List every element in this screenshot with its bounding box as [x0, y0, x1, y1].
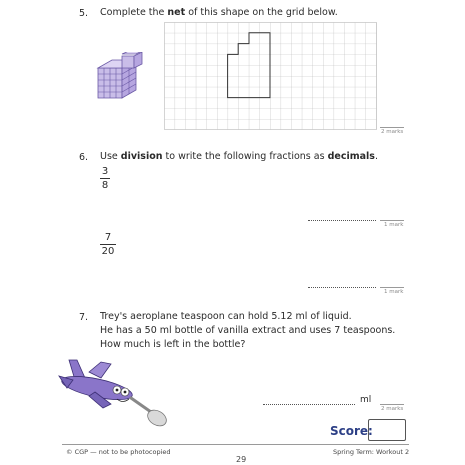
- q6-text-bold2: decimals: [327, 151, 375, 162]
- net-grid: [164, 22, 377, 130]
- aeroplane-teaspoon-illustration: [55, 358, 170, 433]
- score-label: Score:: [330, 424, 373, 438]
- q6a-mark-line: [380, 220, 404, 221]
- score-box[interactable]: [368, 419, 406, 441]
- fraction-b-bar: [100, 244, 116, 245]
- footer-rule: [62, 444, 409, 445]
- fraction-3-8: [100, 166, 110, 191]
- answer-line-q7[interactable]: [263, 404, 355, 405]
- q6-text-a: Use: [100, 151, 121, 162]
- unit-ml: ml: [360, 395, 372, 405]
- q6b-mark-line: [380, 287, 404, 288]
- fraction-a-numerator: 3: [101, 166, 109, 177]
- footer-copyright: © CGP — not to be photocopied: [66, 448, 171, 456]
- q7-number: 7.: [79, 312, 89, 323]
- q6a-marks: 1 mark: [384, 222, 404, 228]
- answer-line-a[interactable]: [308, 220, 376, 221]
- fraction-7-20: [100, 232, 116, 257]
- q7-line-3: How much is left in the bottle?: [100, 339, 246, 350]
- q7-line-2: He has a 50 ml bottle of vanilla extract and uses 7 teaspoons.: [100, 325, 396, 336]
- q5-text-b: of this shape on the grid below.: [185, 7, 338, 18]
- q5-text: [100, 6, 338, 20]
- page-number: 29: [236, 455, 247, 464]
- answer-line-b[interactable]: [308, 287, 376, 288]
- q5-text-a: Complete the: [100, 7, 168, 18]
- q7-marks: 2 marks: [381, 406, 404, 412]
- q6-text-b: to write the following fractions as: [162, 151, 328, 162]
- fraction-b-denominator: 20: [101, 246, 115, 257]
- q5-marks: 2 marks: [381, 129, 404, 135]
- fraction-a-denominator: 8: [101, 180, 109, 191]
- q7-mark-line: [380, 404, 404, 405]
- q5-mark-line: [380, 127, 404, 128]
- q7-line-1: Trey's aeroplane teaspoon can hold 5.12 ml of liquid.: [100, 311, 352, 322]
- fraction-a-bar: [100, 178, 110, 179]
- q6-number: 6.: [79, 152, 89, 163]
- cube-stack-illustration: [96, 52, 150, 102]
- q5-number: 5.: [79, 8, 89, 19]
- q6-text: [100, 150, 378, 164]
- fraction-b-numerator: 7: [104, 232, 112, 243]
- q6b-marks: 1 mark: [384, 289, 404, 295]
- q5-text-bold: net: [167, 7, 186, 18]
- q6-text-bold1: division: [120, 151, 163, 162]
- q6-text-c: .: [374, 151, 378, 162]
- footer-section: Spring Term: Workout 2: [333, 448, 410, 456]
